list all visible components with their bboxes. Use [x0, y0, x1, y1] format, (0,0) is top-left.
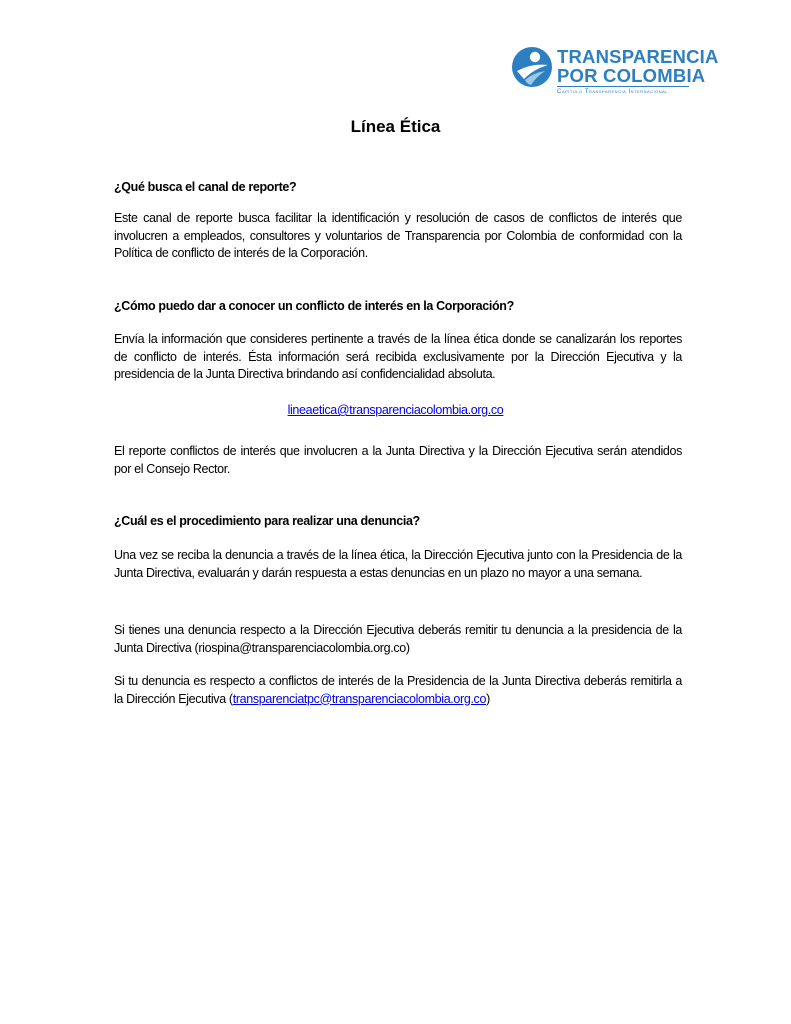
- section-heading-report: ¿Cómo puedo dar a conocer un conflicto de interés en la Corporación?: [114, 299, 514, 313]
- section-paragraph-report-1: Envía la información que consideres pertinente a través de la línea ética donde se canalizarán los reportes de conflicto de interés. Ésta información será recibida exclusivamente por la Dirección Ejecutiva y la presidencia de la Junta Directiva brindando así confidencialidad absoluta.: [114, 332, 682, 381]
- section-heading-purpose: ¿Qué busca el canal de reporte?: [114, 180, 297, 194]
- section-paragraph-report-2: El reporte conflictos de interés que involucren a la Junta Directiva y la Dirección Ejecutiva serán atendidos por el Consejo Rector.: [114, 444, 682, 476]
- logo-text-line1: TRANSPARENCIA: [557, 46, 719, 67]
- section-paragraph-procedure-1: Una vez se reciba la denuncia a través de la línea ética, la Dirección Ejecutiva junto con la Presidencia de la Junta Directiva, evaluarán y darán respuesta a estas denuncias en un plazo no mayor a una semana.: [114, 548, 682, 580]
- ethics-email-link[interactable]: lineaetica@transparenciacolombia.org.co: [287, 403, 504, 417]
- page-title: Línea Ética: [350, 117, 441, 136]
- section-paragraph-purpose: Este canal de reporte busca facilitar la identificación y resolución de casos de conflictos de interés que involucren a empleados, consultores y voluntarios de Transparencia por Colombia de conformidad con la Política de conflicto de interés de la Corporación.: [114, 211, 682, 260]
- logo-text-line2: POR COLOMBIA: [557, 65, 706, 86]
- organization-logo: [511, 45, 719, 101]
- ethics-email-line: [0, 403, 791, 417]
- section-paragraph-procedure-3: [114, 673, 682, 708]
- section-heading-procedure: ¿Cuál es el procedimiento para realizar una denuncia?: [114, 514, 420, 528]
- procedure-3-close: ): [486, 691, 490, 706]
- logo-person-icon: [511, 46, 553, 88]
- logo-subtitle: Capítulo Transparencia Internacional: [557, 88, 669, 95]
- executive-email-link[interactable]: transparenciatpc@transparenciacolombia.org.co: [232, 691, 487, 706]
- section-paragraph-procedure-2: Si tienes una denuncia respecto a la Dirección Ejecutiva deberás remitir tu denuncia a la presidencia de la Junta Directiva (riospina@transparenciacolombia.org.co): [114, 623, 682, 655]
- procedure-3-text: Si tu denuncia es respecto a conflictos de interés de la Presidencia de la Junta Directiva deberás remitirla a la Dirección Ejecutiva (: [114, 674, 682, 706]
- logo-divider: [557, 86, 689, 87]
